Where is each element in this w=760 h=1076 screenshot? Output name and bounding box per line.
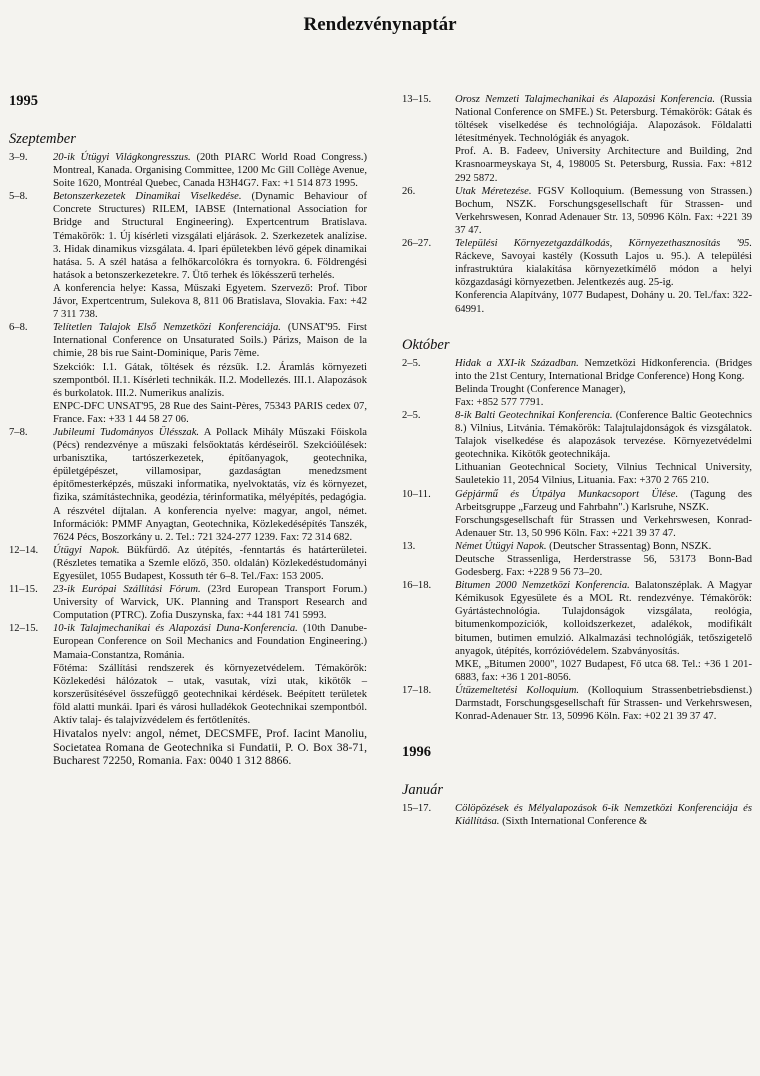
event-text: Nemzetközi Hídkonferencia. (Bridges into the 21st Century, International Bridge Conference) Hong Kong. <box>455 357 752 382</box>
event-title: Útüzemeltetési Kolloquium. <box>455 684 580 696</box>
event-entry <box>402 540 752 579</box>
event-title: Cölöpözések és Mélyalapozások 6-ik Nemzetközi Konferenciája és Kiállítása. <box>455 803 752 828</box>
event-paragraph <box>455 357 752 383</box>
event-date: 2–5. <box>402 409 421 421</box>
event-paragraph <box>455 579 752 658</box>
year-heading: 1995 <box>9 93 38 109</box>
event-text: (10th Danube-European Conference on Soil Mechanics and Foundation Engineering.) Mamaia-Constantza, Románia. <box>53 623 367 661</box>
right-column <box>402 93 752 828</box>
event-text: (Conference Baltic Geotechnics 8.) Vilnius, Litvánia. Témakörök: Talajtulajdonságok és vizsgálatok. Talajok viselkedése és alapozások tervezése. Környezetvédelmi geotechnika. Kikötők geotechnikája. <box>455 409 752 461</box>
event-paragraph <box>455 514 752 540</box>
event-entry <box>9 151 367 190</box>
event-entry <box>402 579 752 684</box>
event-date: 10–11. <box>402 488 431 500</box>
event-text: Prof. A. B. Fadeev, University Architecture and Building, 2nd Krasnoarmeyskaya St, 4, 198005 St. Petersburg, Russia. Fax: +812 292 5872. <box>455 146 752 184</box>
month-heading: Január <box>402 782 444 799</box>
event-date: 16–18. <box>402 580 432 592</box>
event-date: 26. <box>402 185 416 197</box>
event-date: 3–9. <box>9 152 28 163</box>
event-list <box>9 151 367 768</box>
event-text: Balatonszéplak. A Magyar Kémikusok Egyesülete és a MOL Rt. rendezvénye. Témakörök: Gyártástechnológia. Tulajdonságok vizsgálata, reológia, bitumenkompozíciók, kolloidszerkezet, adalékok, modifikált bitumen, butimen emulzió. Alkalmazási technológiák, tetőszigetelő anyagok, útépítés, korrózióvédelem. Szabványosítás. <box>455 580 752 657</box>
event-text: Deutsche Strassenliga, Herderstrasse 56, 53173 Bonn-Bad Godesberg. Fax: +228 9 56 73–20. <box>455 554 752 579</box>
event-entry <box>402 488 752 540</box>
event-body <box>53 321 367 426</box>
event-text: MKE, „Bitumen 2000", 1027 Budapest, Fő utca 68. Tel.: +36 1 201-6883, fax: +36 1 201-8056. <box>455 658 752 683</box>
event-body <box>455 185 752 237</box>
event-date: 13–15. <box>402 94 432 105</box>
event-text: (Kolloquium Strassenbetriebsdienst.) Darmstadt, Forschungsgesellschaft für Strassen- und Verkehrswesen, Konrad-Adenauer Str. 13, 50996 Köln. Fax: +02 21 39 37 47. <box>455 684 752 723</box>
event-date: 12–14. <box>9 544 39 556</box>
event-paragraph <box>53 426 367 505</box>
event-body <box>53 426 367 544</box>
year-heading: 1996 <box>402 744 431 761</box>
event-entry <box>9 622 367 768</box>
event-text: A Pollack Mihály Műszaki Főiskola (Pécs) rendezvénye a műszaki felsőoktatás kérdéseiről. Szekcióülések: urbanisztika, tartószerkezetek, építőanyagok, geotechnika, épületgépészet, villamosipar, gazdaságtan menedzsment építőmesterképzés, műszaki informatika, nyelvoktatás, víz és környezet, fizika, számítástechnika, geodézia, térinformatika, mélyépítés, pedagógia. <box>53 426 367 504</box>
event-text: (20th PIARC World Road Congress.) Montreal, Kanada. Organising Committee, 1200 Mc Gill Collège Avenue, Soite 1620, Montréal Quebec, Canada H3H4G7. Fax: +1 514 873 1995. <box>53 152 367 190</box>
event-title: 23-ik Európai Szállítási Fórum. <box>53 584 201 596</box>
event-paragraph <box>455 237 752 289</box>
event-title: Hidak a XXI-ik Században. <box>455 357 579 369</box>
event-text: A konferencia helye: Kassa, Műszaki Egyetem. Szervező: Prof. Tibor Jávor, Expertcentrum, Sulekova 8, 811 06 Bratislava, Slovakia. Fax: +42 7 311 738. <box>53 282 367 321</box>
event-paragraph <box>53 662 367 727</box>
event-paragraph <box>455 145 752 184</box>
event-body <box>455 357 752 409</box>
event-paragraph <box>455 461 752 487</box>
event-paragraph <box>53 583 367 622</box>
event-paragraph <box>455 488 752 514</box>
event-paragraph <box>53 282 367 321</box>
event-text: Főtéma: Szállítási rendszerek és környezetvédelem. Témakörök: Közlekedési hálózatok – utak, vasutak, vízi utak, kikötők – korszerűsítésével összefüggő geotechnikai kérdések. Beépített területek föld alatti munkái. Ipari és városi hulladékok Geotechnikai szempontból. Aktív talaj- és talajvízvédelem és fertőtlenítés. <box>53 662 367 727</box>
event-entry <box>9 544 367 583</box>
event-date: 17–18. <box>402 684 432 696</box>
event-body <box>455 409 752 488</box>
event-title: 20-ik Útügyi Világkongresszus. <box>53 152 191 163</box>
event-body <box>455 93 752 185</box>
event-entry <box>9 190 367 321</box>
event-list <box>402 93 752 316</box>
event-body <box>455 684 752 723</box>
event-body <box>53 544 367 583</box>
event-text: Fax: +852 577 7791. <box>455 396 544 408</box>
event-body <box>53 583 367 622</box>
event-entry <box>9 583 367 622</box>
event-title: Települési Környezetgazdálkodás, Környezethasznosítás '95. <box>455 238 752 250</box>
event-body <box>455 802 752 828</box>
event-entry <box>402 409 752 488</box>
event-text: Bükfürdő. Az útépítés, -fenntartás és határterületei. (Részletes tematika a Szemle előző, 350. oldalán) Közlekedéstudományi Egyesület, 1055 Budapest, Kossuth tér 6–8. Tel./Fax: 153 2005. <box>53 544 367 582</box>
event-paragraph <box>455 553 752 579</box>
event-paragraph <box>455 684 752 723</box>
event-paragraph <box>53 321 367 360</box>
event-body <box>455 488 752 540</box>
event-paragraph <box>53 505 367 544</box>
event-text: (UNSAT'95. First International Conference on Unsaturated Soils.) Párizs, Maison de la chimie, 28 bis rue Saint-Dominique, Paris 7ème. <box>53 322 367 360</box>
event-entry <box>402 93 752 185</box>
left-column <box>9 93 367 768</box>
event-text: ENPC-DFC UNSAT'95, 28 Rue des Saint-Pères, 75343 PARIS cedex 07, France. Fax: +33 1 44 58 27 06. <box>53 400 367 425</box>
event-title: Német Útügyi Napok. <box>455 540 547 552</box>
event-text: Belinda Trought (Conference Manager), <box>455 383 626 395</box>
event-text: (Tagung des Arbeitsgruppe „Farzeug und Fahrbahn".) Karlsruhe, NSZK. <box>455 488 752 513</box>
event-text: Konferencia Alapítvány, 1077 Budapest, Dohány u. 20. Tel./fax: 322-64991. <box>455 290 752 315</box>
event-entry <box>402 357 752 409</box>
event-entry <box>402 802 752 828</box>
event-entry <box>9 321 367 426</box>
event-entry <box>402 185 752 237</box>
event-date: 15–17. <box>402 803 432 815</box>
event-body <box>455 540 752 579</box>
event-date: 11–15. <box>9 584 38 596</box>
event-text: Lithuanian Geotechnical Society, Vilnius Technical University, Sauletekio 11, 2054 Vilnius, Lituania. Fax: +370 2 765 210. <box>455 462 752 487</box>
event-title: Orosz Nemzeti Talajmechanikai és Alapozási Konferencia. <box>455 94 716 105</box>
event-date: 2–5. <box>402 357 421 369</box>
event-date: 26–27. <box>402 238 432 250</box>
event-body <box>53 151 367 190</box>
event-text: (23rd European Transport Forum.) University of Warvick, UK. Planning and Transport Research and Computation (PTRC). Zofia Duszynska, fax: +44 181 741 5993. <box>53 584 367 622</box>
event-text: (Deutscher Strassentag) Bonn, NSZK. <box>549 540 712 552</box>
event-body <box>53 622 367 768</box>
event-paragraph <box>455 383 752 396</box>
event-date: 13. <box>402 540 416 552</box>
event-paragraph <box>53 544 367 583</box>
event-date: 6–8. <box>9 322 28 334</box>
event-entry <box>402 684 752 723</box>
event-body <box>455 237 752 316</box>
event-date: 7–8. <box>9 426 28 438</box>
event-list <box>402 357 752 724</box>
event-paragraph <box>455 540 752 553</box>
event-paragraph <box>455 409 752 461</box>
month-heading: Szeptember <box>9 131 76 147</box>
event-entry <box>402 237 752 316</box>
event-paragraph <box>53 400 367 426</box>
event-title: Jubileumi Tudományos Ülésszak. <box>53 426 200 438</box>
page-title: Rendezvénynaptár <box>303 14 457 35</box>
event-paragraph <box>53 190 367 282</box>
event-paragraph <box>455 658 752 684</box>
event-title: 10-ik Talajmechanikai és Alapozási Duna-Konferencia. <box>53 623 298 635</box>
month-heading: Október <box>402 336 450 353</box>
event-text: Szekciók: I.1. Gátak, töltések és rézsűk. I.2. Áramlás környezeti szempontból. II.1. Kísérleti technikák. II.2. Modellezés. III.1. Alapozások és burkolatok. III.2. Numerikus analízis. <box>53 361 367 399</box>
event-entry <box>9 426 367 544</box>
event-title: Útügyi Napok. <box>53 544 120 556</box>
event-paragraph-large: Hivatalos nyelv: angol, német, DECSMFE, Prof. Iacint Manoliu, Societatea Romana de Geotechnika si Fundatii, P. O. Box 38-71, Bucharest 72250, Romania. Fax: 0040 1 312 8866. <box>53 727 367 768</box>
event-text: (Sixth International Conference & <box>502 816 648 828</box>
event-title: Gépjármű és Útpálya Munkacsoport Ülése. <box>455 488 679 500</box>
event-text: FGSV Kolloquium. (Bemessung von Strassen.) Bochum, NSZK. Forschungsgesellschaft für Strassen- und Verkehrswesen, Konrad Adenauer Str. 13, 50996 Köln. Fax: +221 39 37 47. <box>455 185 752 236</box>
event-body <box>53 190 367 321</box>
event-title: Telítetlen Talajok Első Nemzetközi Konferenciája. <box>53 322 281 334</box>
event-text: A részvétel díjtalan. A konferencia nyelve: magyar, angol, német. Információk: PMMF Anyagtan, Geotechnika, Közlekedésépítés Tanszék, 7624 Pécs, Boszorkány u. 2. Tel.: 721 324-277 1239. Fax: 72 314 682. <box>53 505 367 543</box>
event-text: (Dynamic Behaviour of Concrete Structures) RILEM, IABSE (International Association for Bridge and Structural Engineering). Expertcentrum Bratislava. Témakörök: 1. Új kísérleti vizsgálati eljárások. 2. Szerkezetek analízise. 3. Hidak dinamikus vizsgálata. 4. Ipari épületekben lévő gépek dinamikai hatása. 5. A szél hatása a felhőkarcolókra és tornyokra. 6. Földrengési hatások a betonszerkezetekre. 7. Ütő terhek és lökésszerű terhelés. <box>53 191 367 281</box>
event-title: Bitumen 2000 Nemzetközi Konferencia. <box>455 580 630 592</box>
event-title: Betonszerkezetek Dinamikai Viselkedése. <box>53 191 242 203</box>
event-paragraph <box>455 396 752 409</box>
event-paragraph <box>53 361 367 400</box>
event-date: 5–8. <box>9 191 28 203</box>
event-paragraph <box>53 622 367 661</box>
event-paragraph <box>455 802 752 828</box>
event-text: Forschungsgesellschaft für Strassen und Verkehrswesen, Konrad-Adenauer Str. 13, 50 996 Köln. Fax: +221 39 37 47. <box>455 514 752 539</box>
event-paragraph <box>455 289 752 315</box>
event-paragraph <box>455 93 752 145</box>
event-date: 12–15. <box>9 623 39 635</box>
event-text: Ráckeve, Savoyai kastély (Kossuth Lajos u. 95.). A települési infrastruktúra kialakítása környezetkímélő módon a helyi közgazdasági környezetben. Jelentkezés aug. 25-ig. <box>455 251 752 289</box>
event-paragraph <box>455 185 752 237</box>
event-title: Utak Méretezése. <box>455 185 532 197</box>
event-list <box>402 802 752 828</box>
event-paragraph <box>53 151 367 190</box>
event-title: 8-ik Balti Geotechnikai Konferencia. <box>455 409 613 421</box>
event-text: (Russia National Conference on SMFE.) St. Petersburg. Témakörök: Gátak és töltések viselkedése és technológiája. Alapozások. Földalatti létesítmények. Technológiák és anyagok. <box>455 94 752 145</box>
event-body <box>455 579 752 684</box>
